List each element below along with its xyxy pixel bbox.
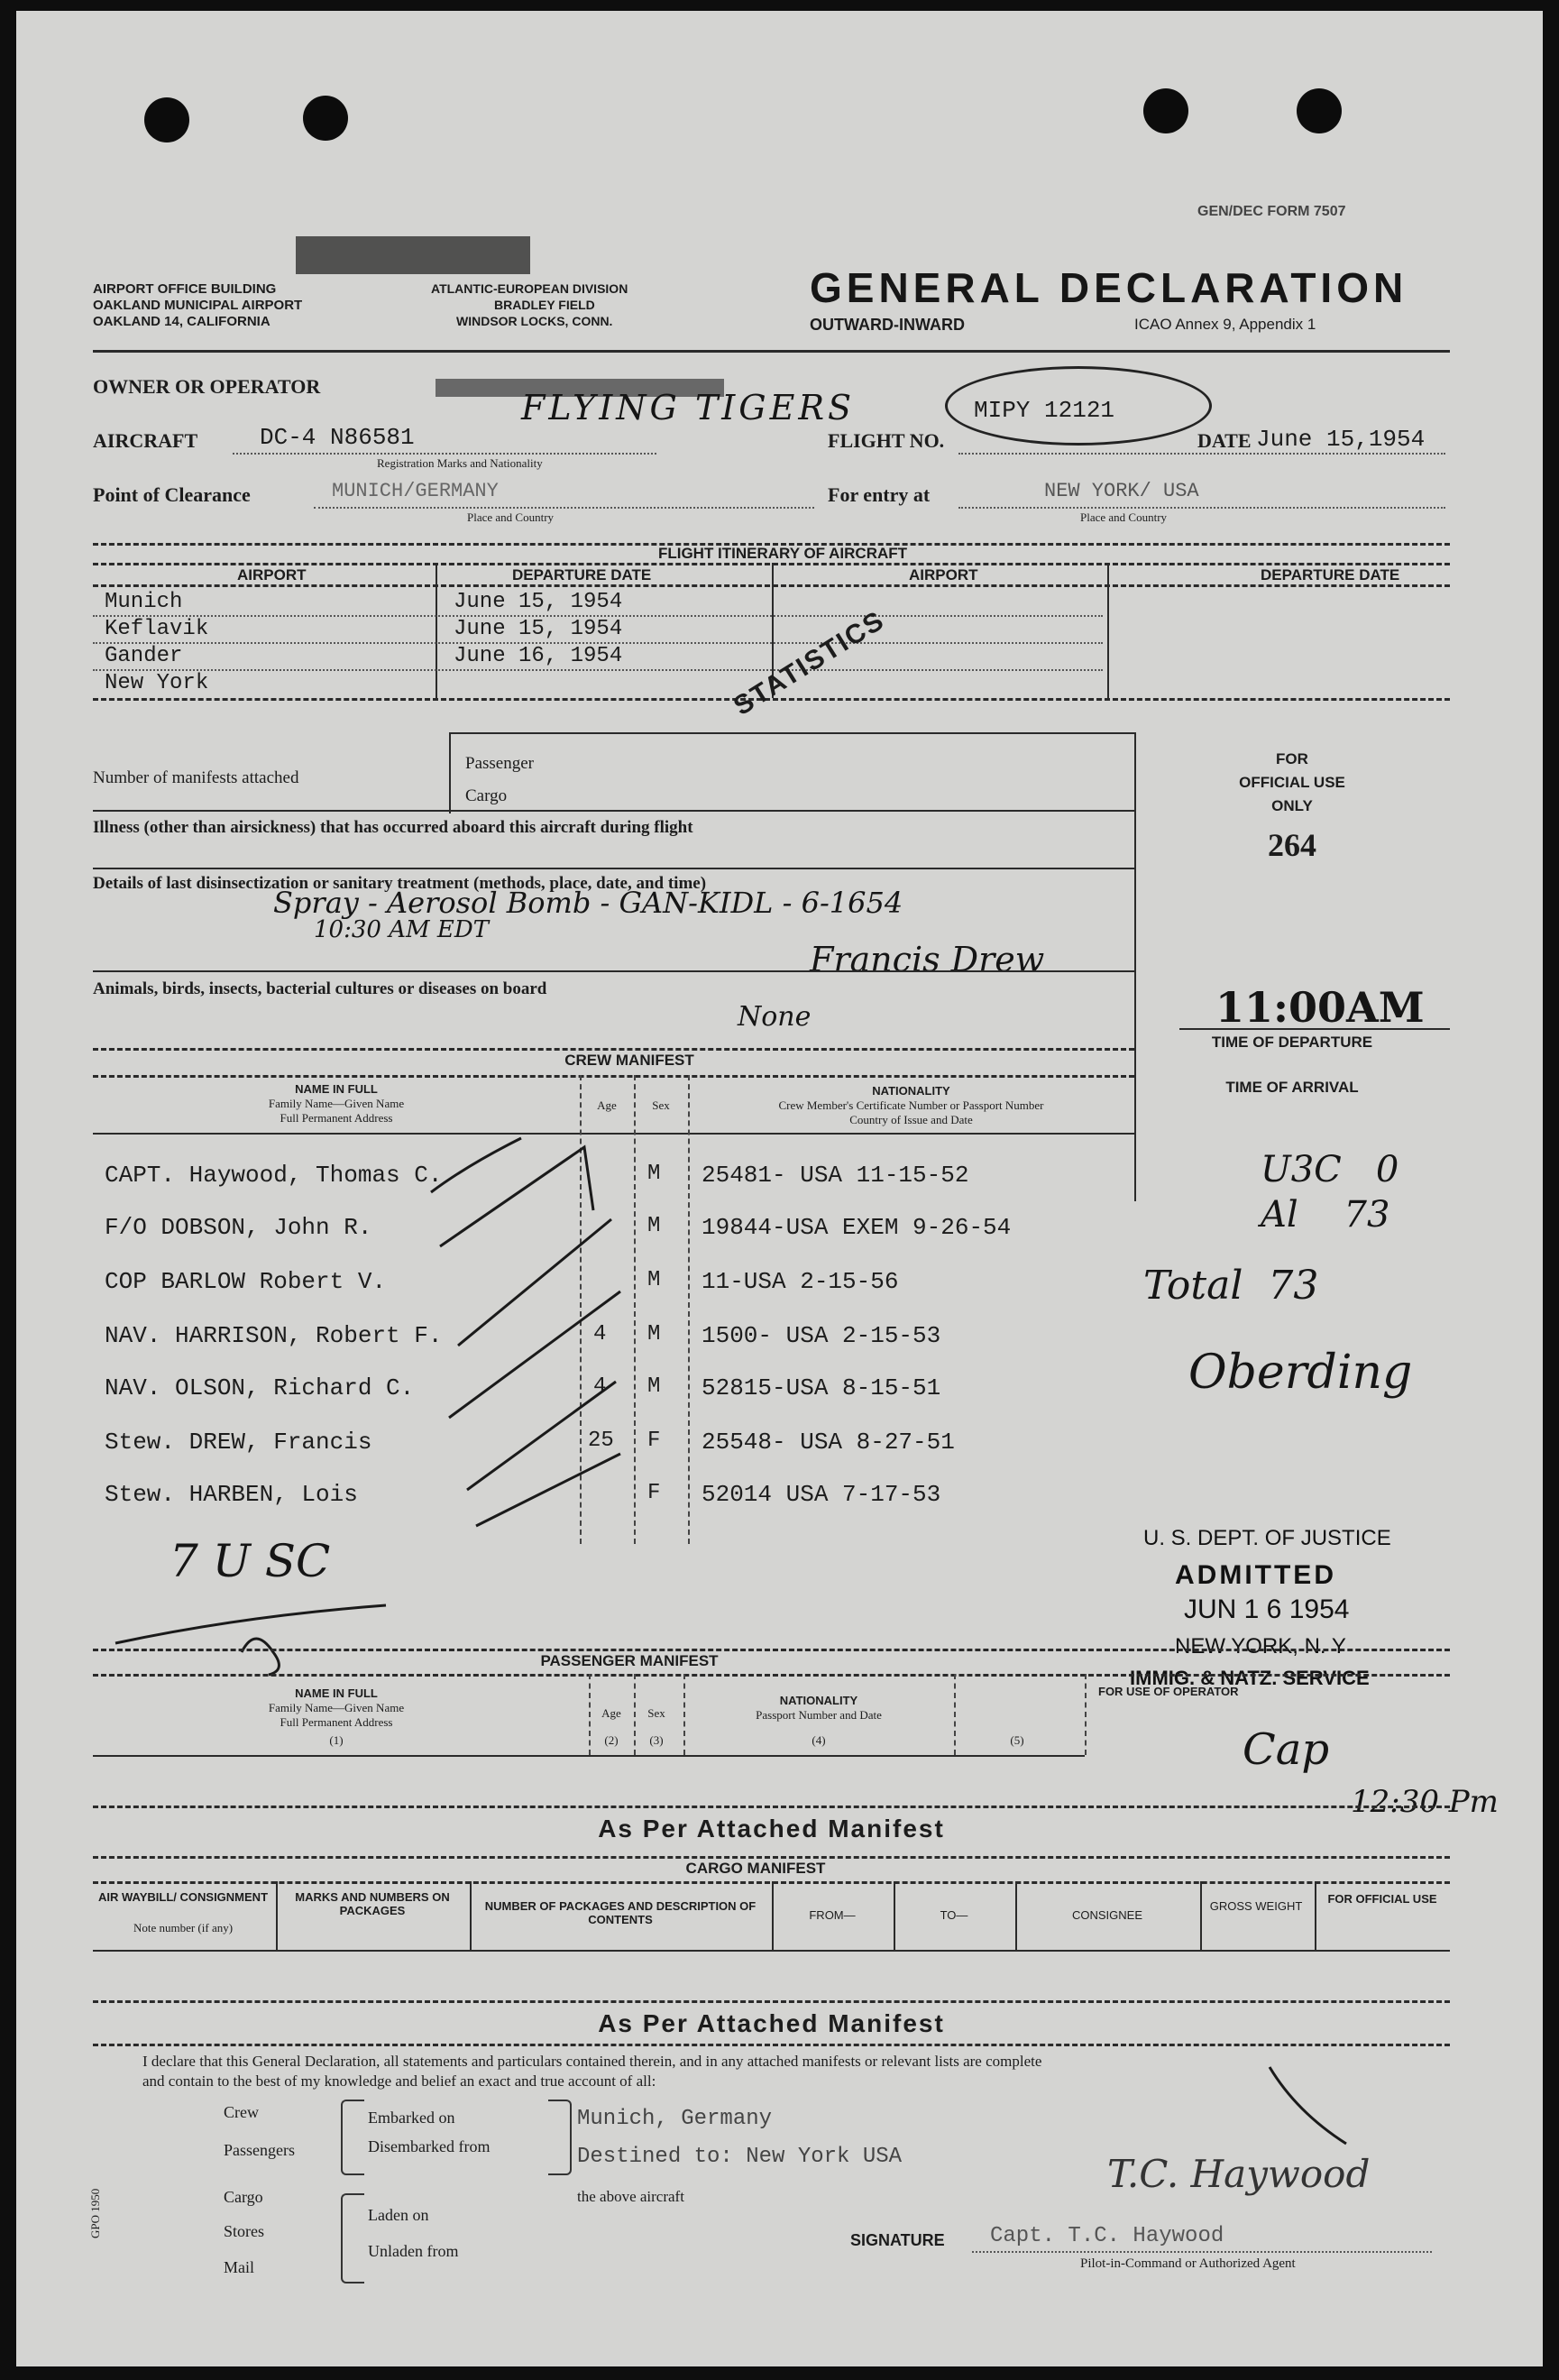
stamp-admitted: ADMITTED	[1175, 1560, 1336, 1590]
agency-left-1: AIRPORT OFFICE BUILDING	[93, 281, 277, 297]
agency-left-3: OAKLAND 14, CALIFORNIA	[93, 314, 271, 329]
crew-name: NAV. HARRISON, Robert F.	[105, 1322, 443, 1349]
disinsect-value: Spray - Aerosol Bomb - GAN-KIDL - 6-1654	[273, 886, 903, 920]
flight-line	[958, 453, 1445, 455]
divider	[1179, 1028, 1450, 1030]
time-departure-label: TIME OF DEPARTURE	[1211, 1034, 1373, 1051]
divider	[93, 2000, 1450, 2003]
passenger-col-name-sub: Family Name—Given Name	[268, 1701, 405, 1714]
redacted-block	[296, 236, 530, 274]
stamp-city: NEW YORK, N. Y	[1175, 1634, 1346, 1659]
punch-hole	[1143, 88, 1188, 133]
footer-place-1: Munich, Germany	[577, 2107, 773, 2131]
crew-name: Stew. HARBEN, Lois	[105, 1481, 358, 1508]
crew-nationality: 52014 USA 7-17-53	[702, 1481, 941, 1508]
crew-name: CAPT. Haywood, Thomas C.	[105, 1162, 443, 1189]
column-rule	[683, 1674, 685, 1755]
punch-hole	[144, 97, 189, 142]
bracket	[548, 2100, 572, 2175]
crew-handnote: 7 U SC	[170, 1535, 331, 1587]
crew-name: NAV. OLSON, Richard C.	[105, 1374, 415, 1401]
agency-mid-3: WINDSOR LOCKS, CONN.	[456, 314, 613, 328]
official-note-2: Al 73	[1261, 1194, 1390, 1236]
footer-side-code: GPO 1950	[88, 2188, 102, 2238]
icao-reference: ICAO Annex 9, Appendix 1	[1134, 316, 1316, 333]
crew-sex: M	[647, 1322, 661, 1346]
punch-hole	[303, 96, 348, 141]
divider	[93, 1755, 1085, 1757]
aircraft-label: AIRCRAFT	[93, 429, 198, 452]
footer-unladen: Unladen from	[368, 2242, 459, 2260]
stamp-dept: U. S. DEPT. OF JUSTICE	[1143, 1526, 1391, 1550]
passenger-col-name: NAME IN FULL	[295, 1686, 378, 1700]
crew-sex: M	[647, 1374, 661, 1399]
itinerary-airport: Keflavik	[105, 617, 209, 641]
crew-age: 4	[593, 1374, 607, 1399]
crew-nationality: 11-USA 2-15-56	[702, 1268, 899, 1295]
crew-col-name: NAME IN FULL	[295, 1082, 378, 1096]
footer-cargo: Cargo	[224, 2188, 263, 2206]
bracket	[341, 2193, 364, 2284]
crew-col-age: Age	[597, 1098, 617, 1112]
bracket	[341, 2100, 364, 2175]
agency-mid-1: ATLANTIC-EUROPEAN DIVISION	[431, 281, 628, 296]
column-rule	[1107, 563, 1109, 698]
divider	[93, 1856, 1450, 1859]
divider	[93, 868, 1134, 869]
footer-disembarked: Disembarked from	[368, 2137, 491, 2155]
official-number: 264	[1268, 827, 1316, 863]
outward-inward: OUTWARD-INWARD	[810, 316, 965, 334]
clearance-value: MUNICH/GERMANY	[332, 480, 499, 502]
check-marks-drawing	[413, 1111, 647, 1535]
crew-nationality: 25548- USA 8-27-51	[702, 1429, 955, 1456]
column-rule	[688, 1075, 690, 1544]
itinerary-date: June 15, 1954	[454, 590, 623, 614]
cargo-col-packages: NUMBER OF PACKAGES AND DESCRIPTION OF CONTENTS	[484, 1899, 757, 1926]
signature-line	[972, 2251, 1432, 2253]
itinerary-date: June 16, 1954	[454, 644, 623, 668]
column-rule	[589, 1674, 591, 1755]
itinerary-date: June 15, 1954	[454, 617, 623, 641]
entry-label: For entry at	[828, 483, 931, 506]
crew-col-name-sub: Family Name—Given Name	[268, 1097, 405, 1110]
itinerary-airport: New York	[105, 671, 209, 695]
crew-name: Stew. DREW, Francis	[105, 1429, 372, 1456]
crew-age: 4	[593, 1322, 607, 1346]
itinerary-airport: Gander	[105, 644, 183, 668]
crew-col-nat-sub2: Country of Issue and Date	[849, 1113, 973, 1126]
passenger-title: PASSENGER MANIFEST	[540, 1652, 719, 1669]
column-rule	[1015, 1881, 1017, 1950]
itinerary-col-departure: DEPARTURE DATE	[1261, 566, 1400, 584]
official-only: ONLY	[1271, 797, 1313, 814]
crew-col-name-sub2: Full Permanent Address	[280, 1111, 393, 1125]
crew-sex: F	[647, 1481, 661, 1505]
cargo-col-consignee: CONSIGNEE	[1071, 1908, 1142, 1922]
cargo-col-to: TO—	[940, 1908, 968, 1922]
divider	[93, 1048, 1134, 1051]
column-rule	[1315, 1881, 1316, 1950]
passenger-col-age: Age	[601, 1706, 621, 1720]
flight-value: MIPY 12121	[974, 397, 1115, 424]
footer-above-aircraft: the above aircraft	[577, 2188, 684, 2205]
crew-title: CREW MANIFEST	[564, 1052, 694, 1069]
itinerary-airport: Munich	[105, 590, 183, 614]
footer-embarked: Embarked on	[368, 2109, 455, 2127]
check-stroke-drawing	[1261, 2058, 1369, 2148]
owner-value: FLYING TIGERS	[521, 388, 856, 427]
official-note-3: Total 73	[1143, 1263, 1319, 1309]
passenger-col-4: (4)	[812, 1733, 826, 1747]
itinerary-col-airport: AIRPORT	[237, 566, 307, 584]
divider	[93, 810, 1134, 812]
itinerary-title: FLIGHT ITINERARY OF AIRCRAFT	[657, 545, 908, 562]
animals-label: Animals, birds, insects, bacterial cultures or diseases on board	[93, 979, 547, 998]
passenger-label: Passenger	[465, 754, 534, 773]
animals-value: None	[738, 1001, 812, 1033]
crew-sex: M	[647, 1268, 661, 1292]
crew-col-nat: NATIONALITY	[872, 1084, 950, 1098]
divider	[93, 1674, 1450, 1677]
punch-hole	[1297, 88, 1342, 133]
entry-value: NEW YORK/ USA	[1044, 480, 1199, 502]
crew-nationality: 19844-USA EXEM 9-26-54	[702, 1214, 1012, 1241]
cargo-per-attached: As Per Attached Manifest	[598, 2009, 945, 2037]
crew-sex: M	[647, 1214, 661, 1238]
official-note-1: U3C 0	[1261, 1149, 1399, 1190]
clearance-label: Point of Clearance	[93, 483, 251, 506]
crew-name: COP BARLOW Robert V.	[105, 1268, 387, 1295]
cargo-col-weight: GROSS WEIGHT	[1209, 1899, 1303, 1913]
column-rule	[449, 732, 451, 813]
column-rule	[954, 1674, 956, 1755]
itinerary-col-departure: DEPARTURE DATE	[512, 566, 652, 584]
flight-label: FLIGHT NO.	[828, 429, 945, 452]
departure-time: 11:00AM	[1215, 983, 1425, 1032]
passenger-initials: Cap	[1243, 1724, 1330, 1775]
crew-nationality: 25481- USA 11-15-52	[702, 1162, 969, 1189]
passenger-col-5: (5)	[1010, 1733, 1024, 1747]
aircraft-sub: Registration Marks and Nationality	[377, 456, 543, 470]
aircraft-value: DC-4 N86581	[260, 424, 415, 451]
clearance-sub: Place and Country	[467, 510, 555, 524]
date-value: June 15,1954	[1256, 426, 1426, 453]
disinsect-label: Details of last disinsectization or sanitary treatment (methods, place, date, and time)	[93, 874, 707, 893]
clearance-line	[314, 507, 814, 509]
declare-line-1: I declare that this General Declaration, all statements and particulars contained therein, and in any attached manifests or relevant lists are complete	[142, 2053, 1042, 2070]
time-arrival-label: TIME OF ARRIVAL	[1225, 1079, 1359, 1096]
cargo-col-official: FOR OFFICIAL USE	[1327, 1892, 1437, 1906]
passenger-col-operator: FOR USE OF OPERATOR	[1098, 1685, 1239, 1698]
stamp-service: IMMIG. & NATZ. SERVICE	[1130, 1667, 1370, 1689]
disinsect-time: 10:30 AM EDT	[314, 916, 490, 943]
official-use: OFFICIAL USE	[1239, 774, 1345, 791]
passenger-col-2: (2)	[604, 1733, 619, 1747]
crew-nationality: 1500- USA 2-15-53	[702, 1322, 941, 1349]
signature-note: Francis Drew	[810, 940, 1045, 979]
divider	[93, 2044, 1450, 2046]
divider	[93, 1950, 1450, 1952]
document-page	[16, 11, 1543, 2366]
divider	[93, 970, 1134, 972]
date-label: DATE	[1197, 429, 1252, 452]
column-rule	[1085, 1674, 1087, 1755]
cargo-col-waybill-sub: Note number (if any)	[133, 1921, 234, 1934]
aircraft-line	[233, 453, 656, 455]
divider	[93, 1649, 1450, 1651]
passenger-col-name-sub2: Full Permanent Address	[280, 1715, 393, 1729]
column-rule	[1200, 1881, 1202, 1950]
crew-col-sex: Sex	[652, 1098, 670, 1112]
column-rule	[276, 1881, 278, 1950]
crew-nationality: 52815-USA 8-15-51	[702, 1374, 941, 1401]
passenger-col-nat-sub: Passport Number and Date	[756, 1708, 882, 1722]
footer-place-2: Destined to: New York USA	[577, 2145, 903, 2169]
form-number: GEN/DEC FORM 7507	[1197, 204, 1346, 219]
agency-mid-2: BRADLEY FIELD	[494, 298, 595, 312]
divider	[93, 350, 1450, 353]
footer-laden: Laden on	[368, 2206, 429, 2224]
declare-line-2: and contain to the best of my knowledge and belief an exact and true account of all:	[142, 2072, 656, 2090]
column-rule	[772, 1881, 774, 1950]
divider	[93, 1075, 1134, 1078]
passenger-col-nat: NATIONALITY	[779, 1694, 858, 1707]
footer-signature-value: Capt. T.C. Haywood	[990, 2224, 1224, 2248]
crew-name: F/O DOBSON, John R.	[105, 1214, 372, 1241]
footer-signature-sub: Pilot-in-Command or Authorized Agent	[1080, 2256, 1296, 2271]
footer-stores: Stores	[224, 2222, 264, 2240]
time-note: 12:30 Pm	[1351, 1784, 1499, 1820]
passenger-col-1: (1)	[329, 1733, 344, 1747]
divider	[449, 732, 1134, 734]
footer-crew: Crew	[224, 2103, 259, 2121]
statistics-stamp: STATISTICS	[729, 605, 891, 721]
passenger-col-3: (3)	[649, 1733, 664, 1747]
agency-left-2: OAKLAND MUNICIPAL AIRPORT	[93, 298, 303, 313]
cargo-label: Cargo	[465, 786, 508, 805]
cargo-col-from: FROM—	[809, 1908, 856, 1922]
entry-sub: Place and Country	[1080, 510, 1168, 524]
footer-mail: Mail	[224, 2258, 254, 2276]
footer-signature-label: SIGNATURE	[850, 2231, 945, 2249]
footer-signature-hand: T.C. Haywood	[1107, 2152, 1371, 2196]
illness-label: Illness (other than airsickness) that has occurred aboard this aircraft during flight	[93, 818, 693, 837]
divider	[93, 1806, 1450, 1808]
crew-age: 25	[588, 1429, 614, 1453]
itinerary-col-airport: AIRPORT	[909, 566, 978, 584]
row-line	[93, 669, 1103, 671]
entry-line	[958, 507, 1445, 509]
passenger-col-sex: Sex	[647, 1706, 665, 1720]
column-rule	[470, 1881, 472, 1950]
passenger-per-attached: As Per Attached Manifest	[598, 1815, 945, 1842]
owner-label: OWNER OR OPERATOR	[93, 375, 321, 398]
crew-sex: M	[647, 1162, 661, 1186]
cargo-col-waybill: AIR WAYBILL/ CONSIGNMENT	[97, 1890, 269, 1904]
column-rule	[894, 1881, 895, 1950]
crew-sex: F	[647, 1429, 661, 1453]
stamp-date: JUN 1 6 1954	[1184, 1594, 1350, 1624]
footer-passengers: Passengers	[224, 2141, 295, 2159]
cargo-col-marks: MARKS AND NUMBERS ON PACKAGES	[295, 1890, 450, 1917]
strike-line-drawing	[106, 1598, 395, 1679]
column-rule	[436, 563, 437, 698]
form-title: GENERAL DECLARATION	[810, 264, 1408, 311]
official-for: FOR	[1276, 750, 1308, 767]
official-initials: Oberding	[1188, 1346, 1413, 1400]
column-rule	[634, 1674, 636, 1755]
manifests-label: Number of manifests attached	[93, 768, 299, 787]
crew-col-nat-sub: Crew Member's Certificate Number or Passport Number	[778, 1098, 1044, 1112]
cargo-title: CARGO MANIFEST	[685, 1860, 826, 1877]
